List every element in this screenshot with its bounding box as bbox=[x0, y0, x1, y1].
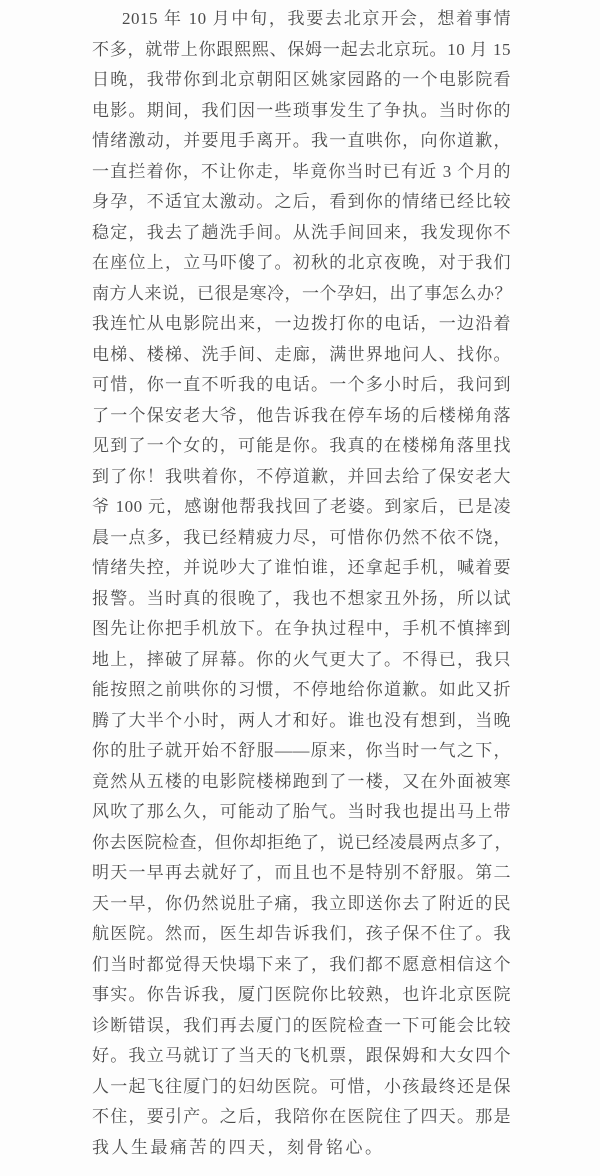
text-line: 在座位上，立马吓傻了。初秋的北京夜晚，对于我们 bbox=[92, 253, 511, 272]
text-line: 地上，摔破了屏幕。你的火气更大了。不得已，我只 bbox=[92, 649, 511, 669]
text-line: 事实。你告诉我，厦门医院你比较熟，也许北京医院 bbox=[92, 985, 511, 1004]
text-line: 腾了大半个小时，两人才和好。谁也没有想到，当晚 bbox=[92, 710, 511, 730]
text-line: 一直拦着你，不让你走，毕竟你当时已有近 3 个月的 bbox=[92, 161, 511, 181]
text-line: 了一个保安老大爷，他告诉我在停车场的后楼梯角落 bbox=[92, 405, 511, 425]
text-line: 不多，就带上你跟熙熙、保姆一起去北京玩。10 月 15 bbox=[92, 39, 511, 59]
text-line: 身孕，不适宜太激动。之后，看到你的情绪已经比较 bbox=[92, 192, 511, 211]
text-line: 稳定，我去了趟洗手间。从洗手间回来，我发现你不 bbox=[92, 222, 511, 242]
text-line: 竟然从五楼的电影院楼梯跑到了一楼，又在外面被寒 bbox=[92, 771, 511, 791]
text-line: 人一起飞往厦门的妇幼医院。可惜，小孩最终还是保 bbox=[92, 1076, 511, 1096]
text-line: 南方人来说，已很是寒冷，一个孕妇，出了事怎么办？ bbox=[92, 283, 512, 303]
text-line: 诊断错误，我们再去厦门的医院检查一下可能会比较 bbox=[92, 1015, 511, 1035]
text-line: 航医院。然而，医生却告诉我们，孩子保不住了。我 bbox=[92, 924, 511, 943]
text-line: 好。我立马就订了当天的飞机票，跟保姆和大女四个 bbox=[92, 1046, 511, 1065]
text-line: 爷 100 元，感谢他帮我找回了老婆。到家后，已是凌 bbox=[92, 497, 511, 516]
text-line: 明天一早再去就好了，而且也不是特别不舒服。第二 bbox=[92, 863, 511, 882]
text-line: 到了你！我哄着你，不停道歉，并回去给了保安老大 bbox=[92, 466, 511, 486]
text-line: 我连忙从电影院出来，一边拨打你的电话，一边沿着 bbox=[92, 314, 511, 333]
text-line: 2015 年 10 月中旬，我要去北京开会，想着事情 bbox=[122, 9, 511, 28]
text-line: 晨一点多，我已经精疲力尽，可惜你仍然不依不饶， bbox=[92, 527, 511, 547]
text-line: 图先让你把手机放下。在争执过程中，手机不慎摔到 bbox=[92, 619, 511, 638]
text-line: 可惜，你一直不听我的电话。一个多小时后，我问到 bbox=[92, 375, 511, 394]
text-line: 们当时都觉得天快塌下来了，我们都不愿意相信这个 bbox=[92, 954, 511, 974]
text-line: 电梯、楼梯、洗手间、走廊，满世界地问人、找你。 bbox=[92, 344, 511, 364]
text-line: 风吹了那么久，可能动了胎气。当时我也提出马上带 bbox=[92, 802, 511, 821]
text-line: 能按照之前哄你的习惯，不停地给你道歉。如此又折 bbox=[92, 680, 511, 699]
text-line: 报警。当时真的很晚了，我也不想家丑外扬，所以试 bbox=[92, 588, 511, 608]
text-line: 情绪失控，并说吵大了谁怕谁，还拿起手机，喊着要 bbox=[92, 558, 511, 577]
text-line: 你的肚子就开始不舒服——原来，你当时一气之下， bbox=[92, 741, 511, 760]
text-line: 情绪激动，并要甩手离开。我一直哄你，向你道歉， bbox=[92, 131, 511, 150]
text-line: 日晚，我带你到北京朝阳区姚家园路的一个电影院看 bbox=[92, 70, 511, 89]
text-line: 电影。期间，我们因一些琐事发生了争执。当时你的 bbox=[92, 100, 511, 120]
text-line: 天一早，你仍然说肚子痛，我立即送你去了附近的民 bbox=[92, 893, 511, 913]
text-line: 你去医院检查，但你却拒绝了，说已经凌晨两点多了， bbox=[92, 832, 512, 852]
text-line: 我人生最痛苦的四天，刻骨铭心。 bbox=[92, 1137, 385, 1157]
text-line: 不住，要引产。之后，我陪你在医院住了四天。那是 bbox=[92, 1107, 511, 1126]
text-line: 见到了一个女的，可能是你。我真的在楼梯角落里找 bbox=[92, 436, 511, 455]
document-body bbox=[92, 4, 511, 1163]
